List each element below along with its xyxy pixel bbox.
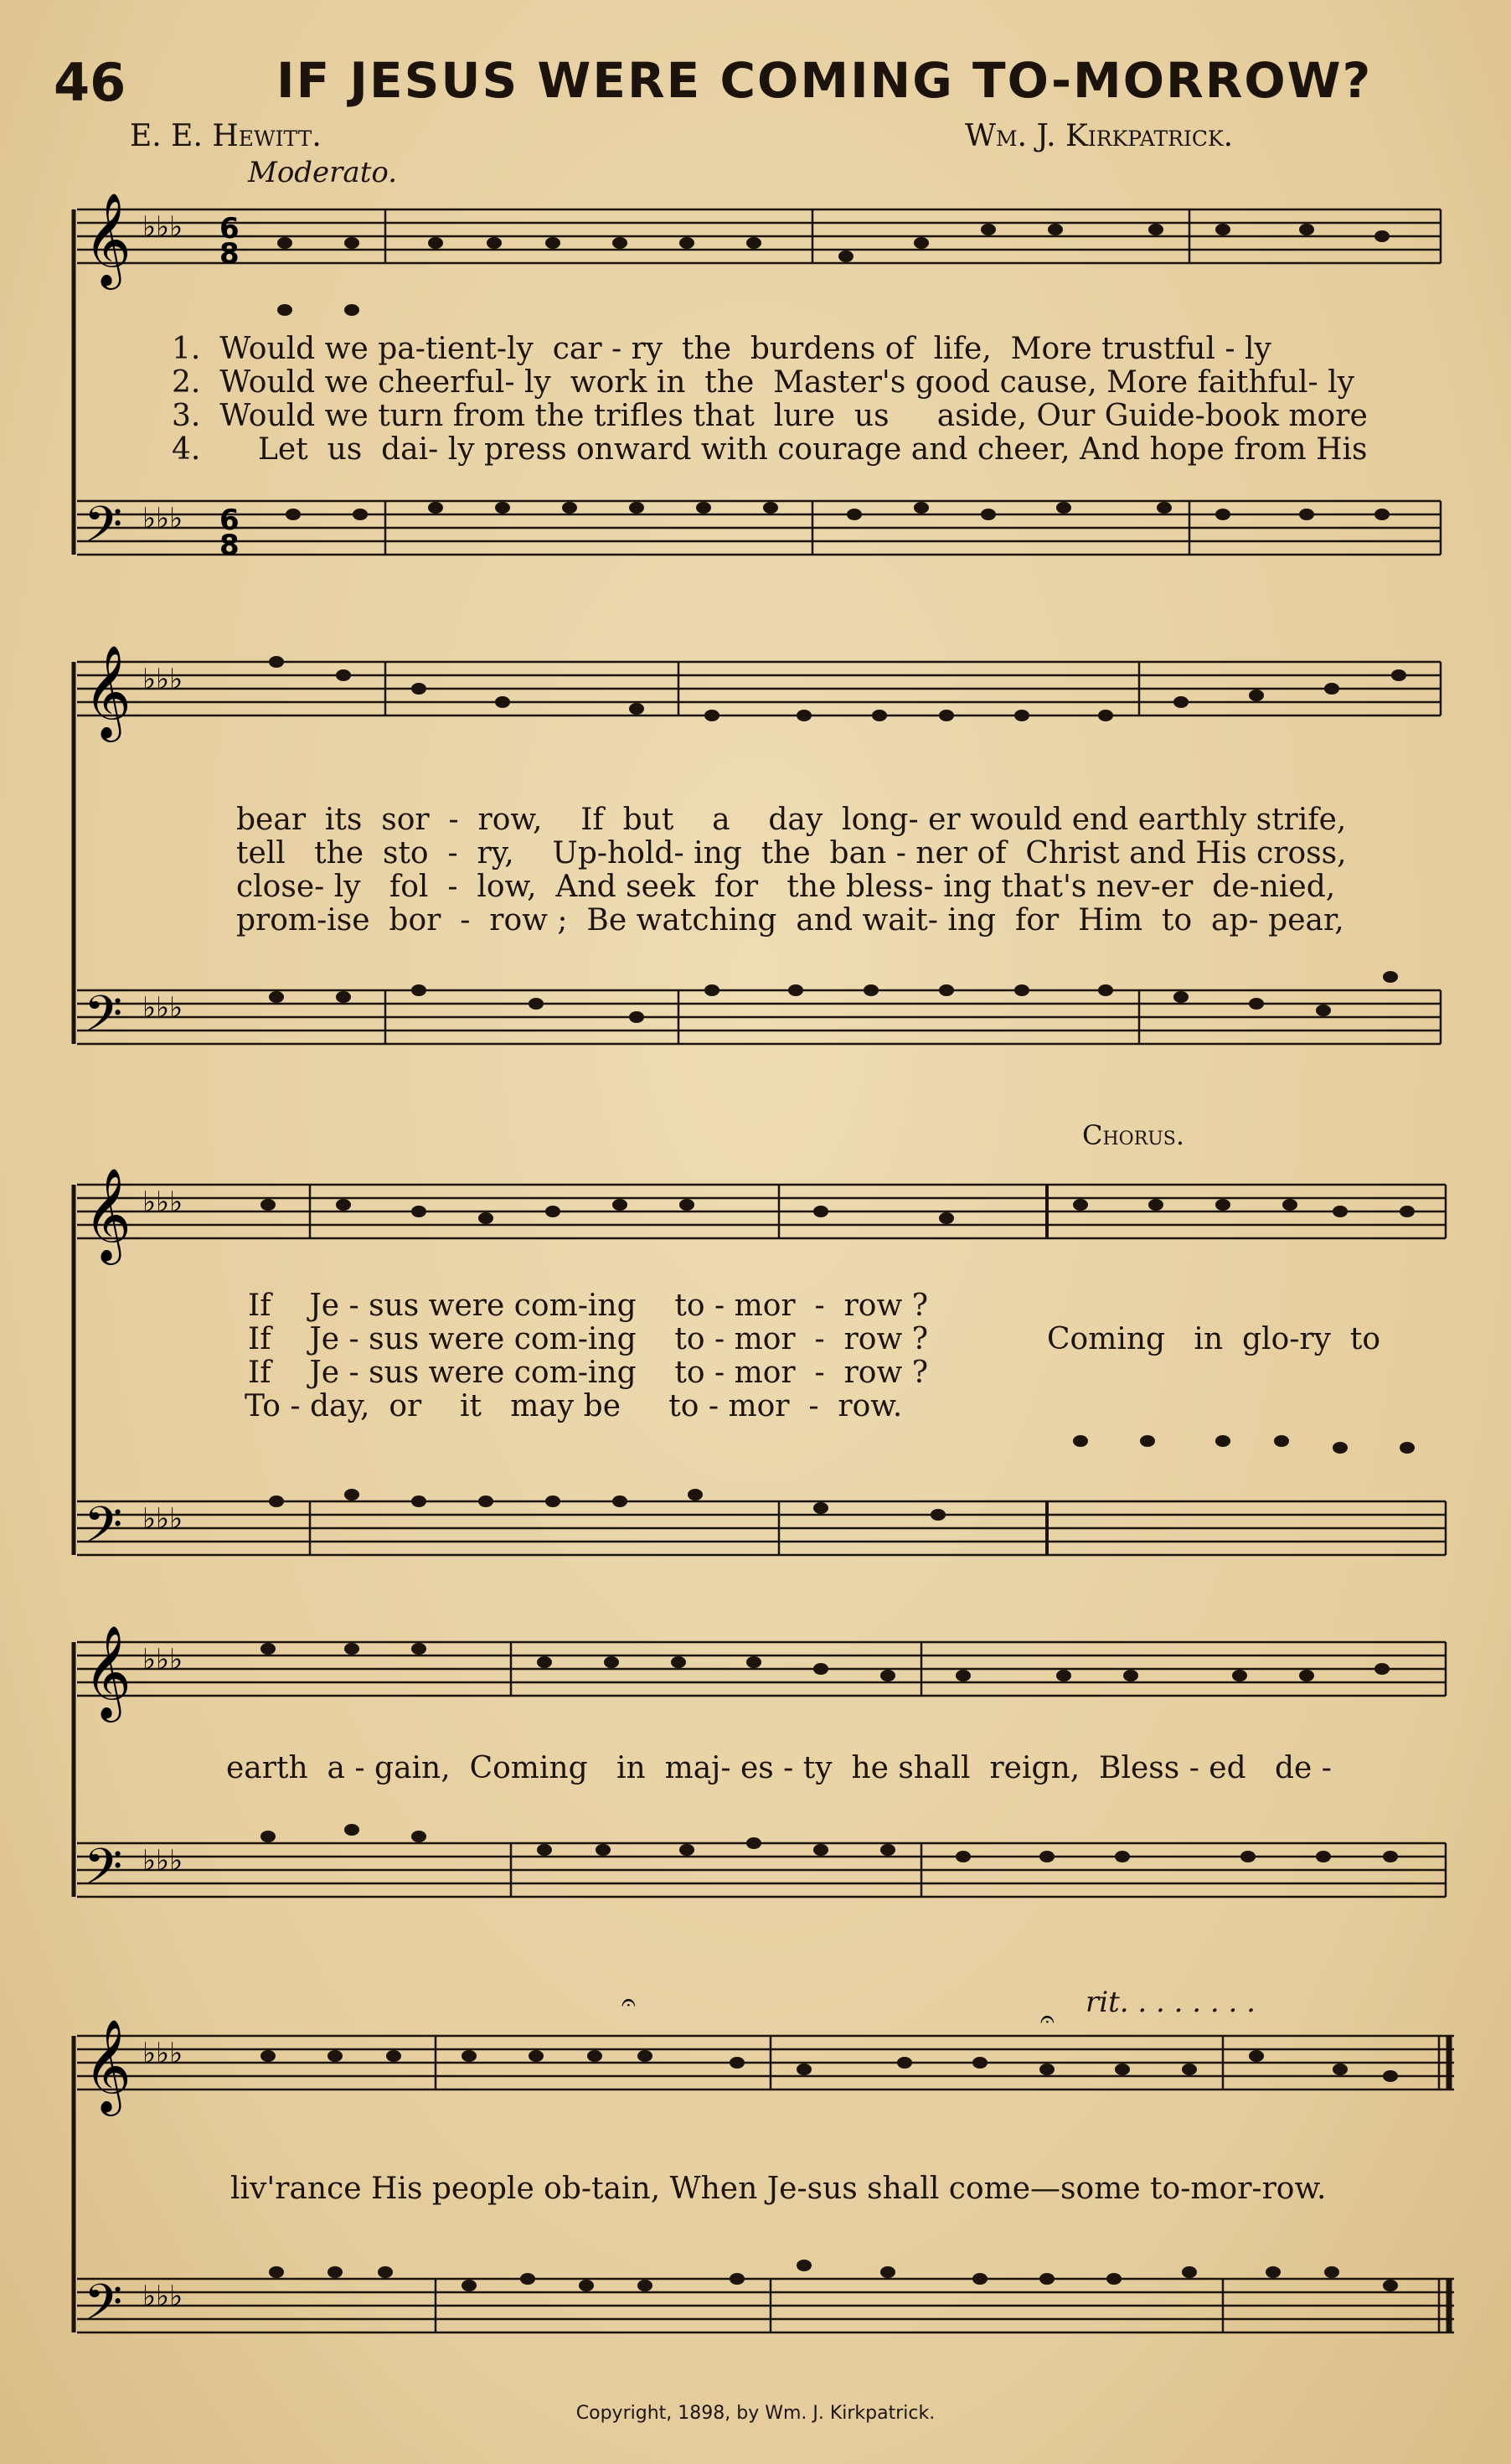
verse-3-line-1: 3. Would we turn from the trifles that lure us aside, Our Guide-book more <box>172 399 1368 433</box>
svg-text:6: 6 <box>219 504 240 537</box>
ritardando-marking: rit. . . . . . . . <box>1086 1986 1256 2019</box>
verse-2-line-2: tell the sto - ry, Up-hold- ing the ban - ner of Christ and His cross, <box>236 836 1347 870</box>
staff-system-4 <box>0 1617 1511 1986</box>
svg-text:𝄢: 𝄢 <box>84 1495 123 1566</box>
svg-text:𝄐: 𝄐 <box>1040 2005 1055 2034</box>
music-system-2 <box>0 628 1511 1151</box>
svg-text:𝄢: 𝄢 <box>84 984 123 1055</box>
svg-text:𝄞: 𝄞 <box>84 1167 132 1261</box>
svg-text:♭♭♭: ♭♭♭ <box>142 502 183 535</box>
svg-text:♭♭♭: ♭♭♭ <box>142 2280 183 2313</box>
music-system-3 <box>0 1156 1511 1592</box>
verse-1-line-1: 1. Would we pa-tient-ly car - ry the burdens of life, More trustful - ly <box>172 332 1271 366</box>
svg-text:♭♭♭: ♭♭♭ <box>142 210 183 244</box>
svg-text:♭♭♭: ♭♭♭ <box>142 1502 183 1536</box>
verse-4-line-1: 4. Let us dai- ly press onward with courage and cheer, And hope from His <box>172 432 1368 467</box>
chorus-label: Chorus. <box>1082 1119 1185 1151</box>
svg-text:♭♭♭: ♭♭♭ <box>142 991 183 1025</box>
svg-text:♭♭♭: ♭♭♭ <box>142 663 183 696</box>
chorus-verse-2: If Je - sus were com-ing to - mor - row ? <box>248 1322 929 1356</box>
svg-text:𝄞: 𝄞 <box>84 192 132 286</box>
copyright-notice: Copyright, 1898, by Wm. J. Kirkpatrick. <box>575 2403 936 2424</box>
verse-4-line-2: prom-ise bor - row ; Be watching and wait- ing for Him to ap- pear, <box>236 903 1344 938</box>
svg-text:𝄐: 𝄐 <box>621 1988 636 2017</box>
svg-text:8: 8 <box>219 237 240 271</box>
verse-2-line-1: 2. Would we cheerful- ly work in the Master's good cause, More faithful- ly <box>172 365 1355 400</box>
svg-text:𝄢: 𝄢 <box>84 495 123 566</box>
verse-1-line-2: bear its sor - row, If but a day long- er would end earthly strife, <box>236 803 1347 837</box>
hymn-title: IF JESUS WERE COMING TO-MORROW? <box>276 52 1373 109</box>
chorus-line-3: liv'rance His people ob-tain, When Je-sus shall come—some to-mor-row. <box>230 2172 1327 2206</box>
svg-text:♭♭♭: ♭♭♭ <box>142 1643 183 1676</box>
svg-text:𝄞: 𝄞 <box>84 2018 132 2112</box>
music-system-1 <box>0 184 1511 603</box>
verse-3-line-2: close- ly fol - low, And seek for the bless- ing that's nev-er de-nied, <box>236 870 1336 904</box>
svg-text:𝄞: 𝄞 <box>84 644 132 738</box>
chorus-verse-4: To - day, or it may be to - mor - row. <box>245 1389 903 1423</box>
chorus-verse-1: If Je - sus were com-ing to - mor - row ? <box>248 1289 929 1323</box>
author: E. E. Hewitt. <box>130 119 322 153</box>
composer: Wm. J. Kirkpatrick. <box>965 119 1234 153</box>
svg-text:♭♭♭: ♭♭♭ <box>142 1186 183 1219</box>
svg-text:𝄢: 𝄢 <box>84 2273 123 2343</box>
page-number: 46 <box>54 52 126 113</box>
chorus-line-2: earth a - gain, Coming in maj- es - ty he shall reign, Bless - ed de - <box>226 1751 1332 1785</box>
svg-text:♭♭♭: ♭♭♭ <box>142 2037 183 2070</box>
chorus-refrain-start: Coming in glo-ry to <box>1047 1322 1380 1356</box>
music-system-4 <box>0 1617 1511 1986</box>
chorus-verse-3: If Je - sus were com-ing to - mor - row ? <box>248 1356 929 1390</box>
music-system-5 <box>0 1986 1511 2405</box>
svg-text:♭♭♭: ♭♭♭ <box>142 1844 183 1878</box>
tempo-marking: Moderato. <box>248 156 398 189</box>
svg-text:6: 6 <box>219 212 240 245</box>
svg-text:𝄞: 𝄞 <box>84 1625 132 1718</box>
svg-text:8: 8 <box>219 529 240 562</box>
svg-text:𝄢: 𝄢 <box>84 1837 123 1908</box>
